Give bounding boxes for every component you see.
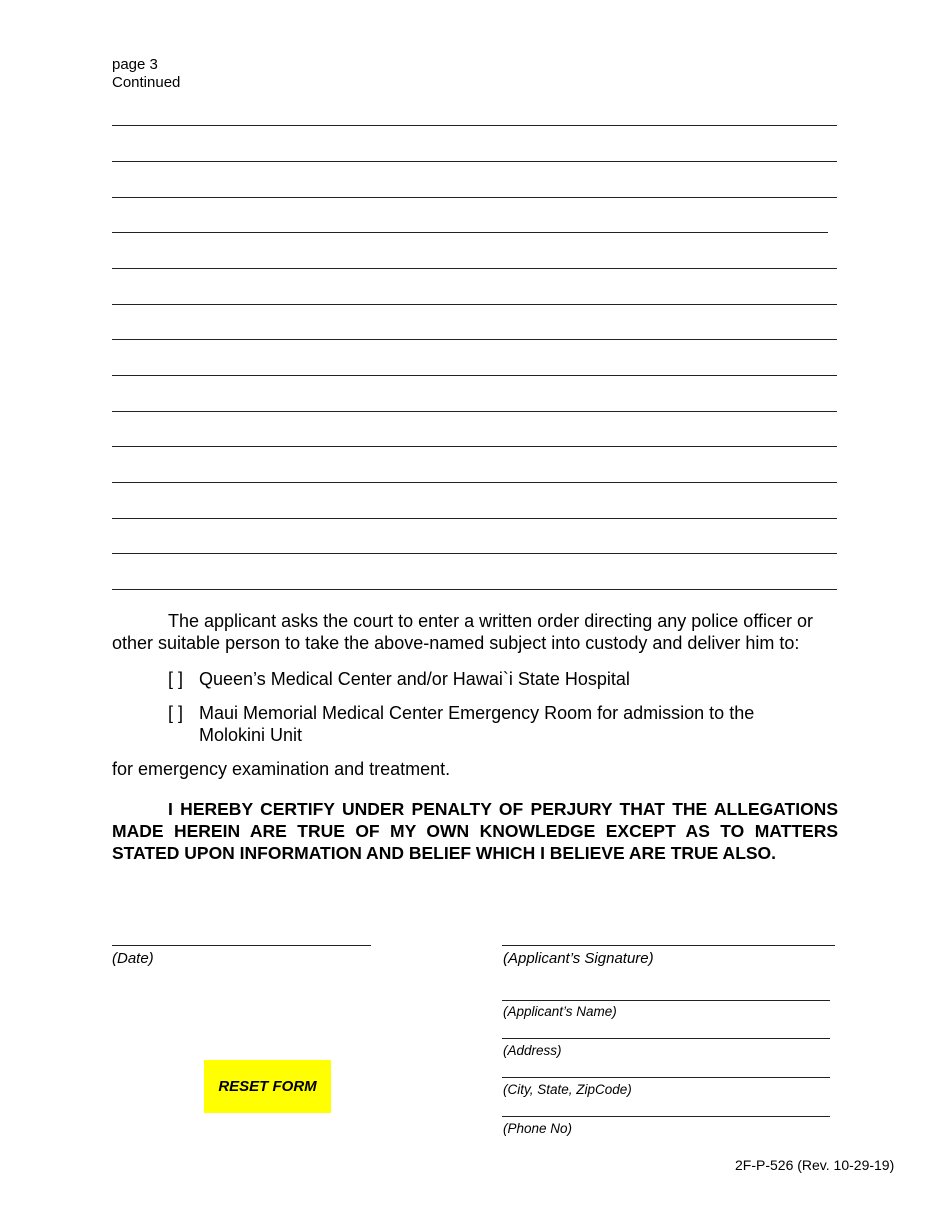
fill-line[interactable] (112, 232, 828, 233)
city-line[interactable] (502, 1077, 830, 1078)
page-number: page 3 (112, 56, 158, 73)
continued-label: Continued (112, 74, 181, 91)
checkbox-maui[interactable]: [ ] (168, 703, 184, 723)
fill-line[interactable] (112, 125, 837, 126)
city-caption: (City, State, ZipCode) (503, 1082, 632, 1097)
request-paragraph: The applicant asks the court to enter a written order directing any police officer or other suitable person to take the above-named subject into custody and deliver him to: (112, 611, 814, 653)
option-maui-label: Maui Memorial Medical Center Emergency Room for admission to the Molokini Unit (199, 703, 755, 745)
reset-form-button[interactable]: RESET FORM (204, 1060, 331, 1113)
signature-caption: (Applicant’s Signature) (503, 950, 654, 967)
fill-line[interactable] (112, 304, 837, 305)
form-number: 2F-P-526 (Rev. 10-29-19) (735, 1157, 895, 1173)
phone-line[interactable] (502, 1116, 830, 1117)
closing-text: for emergency examination and treatment. (112, 759, 451, 779)
fill-line[interactable] (112, 161, 837, 162)
page-header (112, 56, 180, 92)
fill-line[interactable] (112, 589, 837, 590)
address-caption: (Address) (503, 1043, 562, 1058)
signature-line[interactable] (502, 945, 835, 946)
option-queens (168, 668, 630, 690)
name-caption: (Applicant’s Name) (503, 1004, 617, 1019)
fill-line[interactable] (112, 339, 837, 340)
fill-line[interactable] (112, 197, 837, 198)
address-line[interactable] (502, 1038, 830, 1039)
fill-line[interactable] (112, 411, 837, 412)
fill-line[interactable] (112, 446, 837, 447)
fill-line[interactable] (112, 553, 837, 554)
checkbox-queens[interactable]: [ ] (168, 669, 184, 689)
option-queens-label: Queen’s Medical Center and/or Hawai`i State Hospital (199, 669, 630, 689)
date-line[interactable] (112, 945, 371, 946)
fill-line[interactable] (112, 375, 837, 376)
name-line[interactable] (502, 1000, 830, 1001)
option-maui (168, 702, 755, 745)
fill-line[interactable] (112, 268, 837, 269)
certification-statement: I HEREBY CERTIFY UNDER PENALTY OF PERJURY THAT THE ALLEGATIONS MADE HEREIN ARE TRUE OF MY OWN KNOWLEDGE EXCEPT AS TO MATTERS STATED UPON INFORMATION AND BELIEF WHICH I BELIEVE ARE TRUE ALSO. (112, 799, 838, 863)
date-caption: (Date) (112, 950, 154, 967)
fill-line[interactable] (112, 482, 837, 483)
phone-caption: (Phone No) (503, 1121, 573, 1136)
fill-line[interactable] (112, 518, 837, 519)
